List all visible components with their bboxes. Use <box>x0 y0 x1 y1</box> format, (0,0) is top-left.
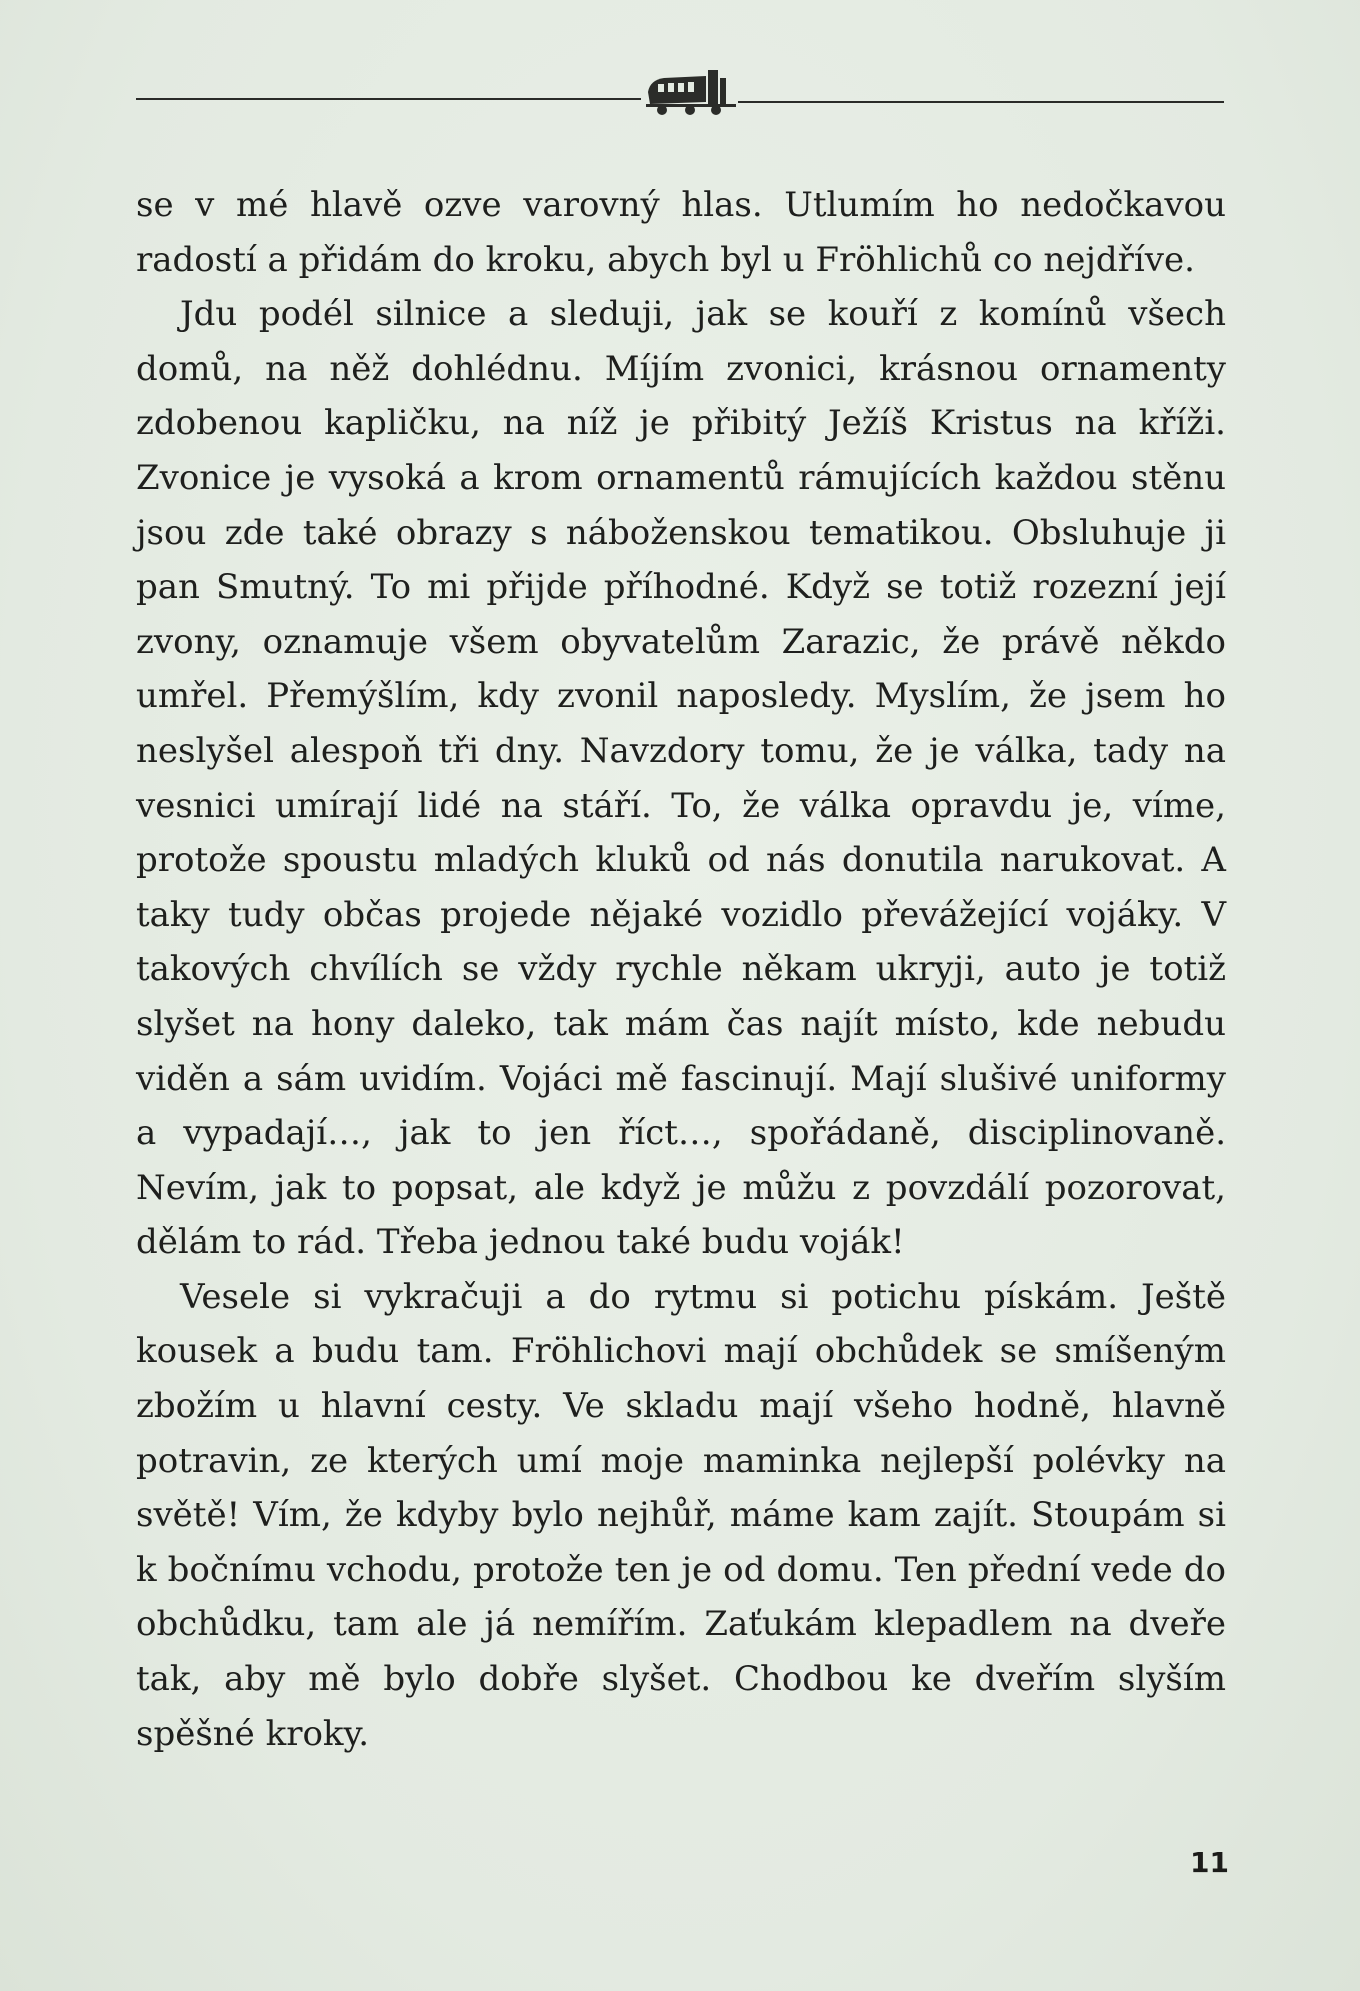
header-rule-right <box>738 101 1224 103</box>
paragraph-2: Jdu podél silnice a sleduji, jak se kouří z komínů všech domů, na něž dohlédnu. Míjím zvonici, krásnou ornamenty zdobenou kapličku, na níž je přibitý Ježíš Kristus na kříži. Zvonice je vysoká a krom ornamentů rámujících každou stěnu jsou zde také obrazy s náboženskou tematikou. Obsluhuje ji pan Smutný. To mi přijde příhodné. Když se totiž rozezní její zvony, oznamuje všem obyvatelům Zarazic, že právě někdo umřel. Přemýšlím, kdy zvonil naposledy. Myslím, že jsem ho neslyšel alespoň tři dny. Navzdory tomu, že je válka, tady na vesnici umírají lidé na stáří. To, že válka opravdu je, víme, protože spoustu mladých kluků od nás donutila narukovat. A taky tudy občas projede nějaké vozidlo převážející vojáky. V takových chvílích se vždy rychle někam ukryji, auto je totiž slyšet na hony daleko, tak mám čas najít místo, kde nebudu viděn a sám uvidím. Vojáci mě fascinují. Mají slušivé uniformy a vypadají…, jak to jen říct…, spořádaně, disciplinovaně. Nevím, jak to popsat, ale když je můžu z povzdálí pozorovat, dělám to rád. Třeba jednou také budu voják! <box>136 294 1226 1263</box>
train-wagon-icon <box>644 66 738 118</box>
paragraph-3: Vesele si vykračuji a do rytmu si potichu pískám. Ještě kousek a budu tam. Fröhlichovi mají obchůdek se smíšeným zbožím u hlavní cesty. Ve skladu mají všeho hodně, hlavně potravin, ze kterých umí moje maminka nejlepší polévky na světě! Vím, že kdyby bylo nejhůř, máme kam zajít. Stoupám si k bočnímu vchodu, protože ten je od domu. Ten přední vede do obchůdku, tam ale já nemířím. Zaťukám klepadlem na dveře tak, aby mě bylo dobře slyšet. Chodbou ke dveřím slyším spěšné kroky. <box>136 1276 1226 1754</box>
page-number: 11 <box>1190 1846 1229 1879</box>
paragraph-1: se v mé hlavě ozve varovný hlas. Utlumím ho nedočkavou radostí a přidám do kroku, abych byl u Fröhlichů co nejdříve. <box>136 185 1226 280</box>
header-rule-left <box>136 98 641 100</box>
body-text <box>136 178 1226 1761</box>
